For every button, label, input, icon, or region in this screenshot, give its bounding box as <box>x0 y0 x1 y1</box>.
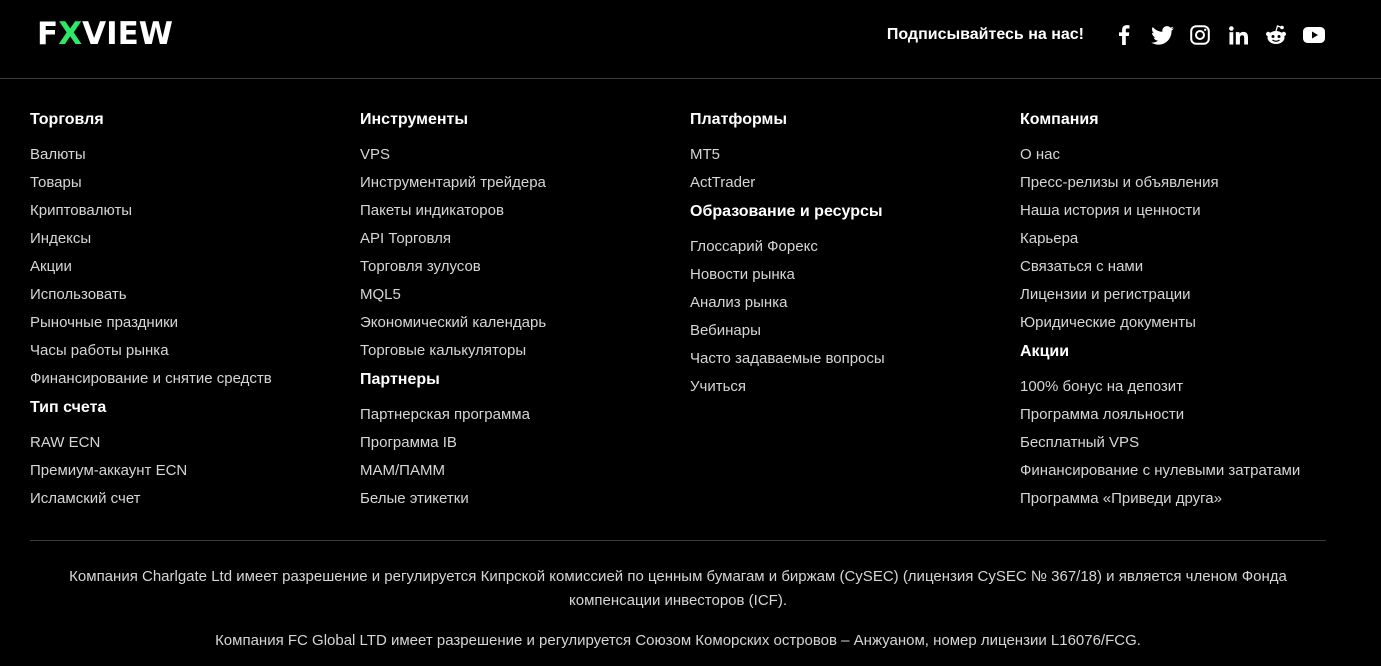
footer-link[interactable]: MT5 <box>690 146 720 163</box>
footer-link[interactable]: ActTrader <box>690 174 756 191</box>
footer-column-instruments <box>360 109 546 513</box>
footer-link[interactable]: Глоссарий Форекс <box>690 238 818 255</box>
footer-link[interactable]: Программа IB <box>360 434 457 451</box>
footer-link[interactable]: Белые этикетки <box>360 490 469 507</box>
footer-link[interactable]: Торговля зулусов <box>360 258 481 275</box>
footer-link[interactable]: Карьера <box>1020 230 1079 247</box>
footer-link[interactable]: Программа «Приведи друга» <box>1020 490 1222 507</box>
reddit-icon[interactable] <box>1264 23 1288 47</box>
footer-link[interactable]: Юридические документы <box>1020 314 1196 331</box>
footer-link[interactable]: Вебинары <box>690 322 761 339</box>
footer-link[interactable]: Пакеты индикаторов <box>360 202 504 219</box>
footer-link[interactable]: Валюты <box>30 146 86 163</box>
footer-link[interactable]: Наша история и ценности <box>1020 202 1201 219</box>
linkedin-icon[interactable] <box>1226 23 1250 47</box>
footer-link[interactable]: Программа лояльности <box>1020 406 1185 423</box>
section-title-education: Образование и ресурсы <box>690 203 883 220</box>
footer-link[interactable]: Часы работы рынка <box>30 342 169 359</box>
footer-link[interactable]: Финансирование и снятие средств <box>30 370 272 387</box>
footer-link[interactable]: Финансирование с нулевыми затратами <box>1020 462 1301 479</box>
footer-divider <box>30 540 1326 541</box>
footer-column-company <box>1020 109 1300 513</box>
footer-link[interactable]: Криптовалюты <box>30 202 133 219</box>
footer-link[interactable]: 100% бонус на депозит <box>1020 378 1184 395</box>
section-title-trading: Торговля <box>30 111 104 128</box>
footer-top-bar <box>0 0 1381 79</box>
footer-link[interactable]: Связаться с нами <box>1020 258 1144 275</box>
legal-notice-anjouan: Компания FC Global LTD имеет разрешение и регулируется Союзом Коморских островов – Анжуаном, номер лицензии L16076/FCG. <box>215 632 1141 649</box>
social-follow <box>887 22 1326 48</box>
section-title-partners: Партнеры <box>360 371 440 388</box>
footer-link[interactable]: Анализ рынка <box>690 294 788 311</box>
footer-link[interactable]: VPS <box>360 146 391 163</box>
footer-link[interactable]: Бесплатный VPS <box>1020 434 1140 451</box>
footer-link[interactable]: Инструментарий трейдера <box>360 174 546 191</box>
footer-link[interactable]: Использовать <box>30 286 127 303</box>
footer-link[interactable]: О нас <box>1020 146 1060 163</box>
footer-link[interactable]: Новости рынка <box>690 266 795 283</box>
footer-link[interactable]: Лицензии и регистрации <box>1020 286 1191 303</box>
footer-link[interactable]: Исламский счет <box>30 490 141 507</box>
legal-notice-cysec: Компания Charlgate Ltd имеет разрешение и регулируется Кипрской комиссией по ценным бумагам и биржам (CySEC) (лицензия CySEC № 367/18) и является членом Фонда компенсации инвесторов (ICF). <box>69 568 1287 609</box>
footer-link[interactable]: Торговые калькуляторы <box>360 342 527 359</box>
youtube-icon[interactable] <box>1302 23 1326 47</box>
footer-column-trading <box>30 109 272 513</box>
footer-link[interactable]: Премиум-аккаунт ECN <box>30 462 188 479</box>
footer-link[interactable]: Акции <box>30 258 72 275</box>
footer-link[interactable]: Учиться <box>690 378 747 395</box>
footer-link[interactable]: MQL5 <box>360 286 401 303</box>
follow-label: Подписывайтесь на нас! <box>886 26 1084 43</box>
instagram-icon[interactable] <box>1188 23 1212 47</box>
footer-link[interactable]: Экономический календарь <box>360 314 547 331</box>
fxview-logo[interactable]: FXVIEW <box>37 16 173 52</box>
section-title-account-type: Тип счета <box>30 399 107 416</box>
footer-link[interactable]: RAW ECN <box>30 434 101 451</box>
section-title-company: Компания <box>1020 111 1099 128</box>
footer-link[interactable]: Товары <box>30 174 82 191</box>
footer-link[interactable]: Индексы <box>30 230 92 247</box>
footer-link[interactable]: API Торговля <box>360 230 452 247</box>
footer-column-platforms <box>690 109 885 401</box>
section-title-instruments: Инструменты <box>360 111 469 128</box>
footer-link[interactable]: Партнерская программа <box>360 406 530 423</box>
twitter-icon[interactable] <box>1150 23 1174 47</box>
section-title-promotions: Акции <box>1020 343 1070 360</box>
footer-link[interactable]: Пресс-релизы и объявления <box>1020 174 1219 191</box>
footer-link[interactable]: Часто задаваемые вопросы <box>690 350 885 367</box>
footer-link[interactable]: Рыночные праздники <box>30 314 179 331</box>
facebook-icon[interactable] <box>1112 23 1136 47</box>
footer-link[interactable]: MAM/ПАММ <box>360 462 445 479</box>
section-title-platforms: Платформы <box>690 111 788 128</box>
